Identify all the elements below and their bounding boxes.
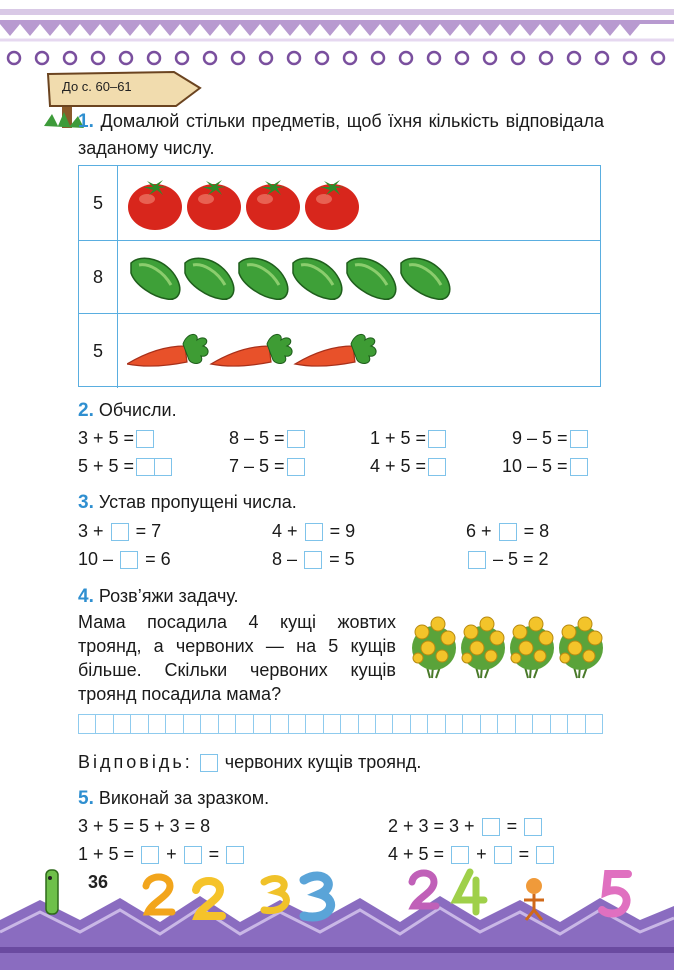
row-number: 5 <box>79 314 118 388</box>
answer-box[interactable] <box>499 523 517 541</box>
answer-box[interactable] <box>305 523 323 541</box>
task-2-heading <box>78 400 177 422</box>
task-1-text <box>78 108 604 161</box>
answer-box[interactable] <box>200 754 218 772</box>
task-3-number: 3. <box>78 492 94 513</box>
page-number: 36 <box>88 872 109 892</box>
table-row <box>79 166 600 241</box>
answer-box[interactable] <box>120 551 138 569</box>
equation: 2 + 3 = 3 + = <box>388 816 544 837</box>
task-1-number: 1. <box>78 111 94 132</box>
carrot-row <box>127 314 377 388</box>
answer-box[interactable] <box>136 430 154 448</box>
equation: 1 + 5 = + = <box>78 844 246 865</box>
answer-box[interactable] <box>304 551 322 569</box>
answer-box[interactable] <box>524 818 542 836</box>
equation: 4 + 5 = + = <box>388 844 556 865</box>
answer-box-double[interactable] <box>136 458 172 476</box>
answer-box[interactable] <box>570 458 588 476</box>
task-4-heading <box>78 586 239 608</box>
equation: 4 + = 9 <box>272 521 356 541</box>
digit-two-icon <box>146 877 172 912</box>
equation: 9 – 5 = <box>512 428 590 449</box>
equation: 1 + 5 = <box>370 428 448 449</box>
task-5-title: Виконай за зразком. <box>98 788 270 808</box>
answer-box[interactable] <box>287 458 305 476</box>
answer-label: Відповідь: <box>78 752 193 772</box>
answer-suffix: червоних кущів троянд. <box>224 752 422 772</box>
equation: – 5 = 2 <box>466 549 549 570</box>
task-5-number: 5. <box>78 788 94 809</box>
task-3-title: Устав пропущені числа. <box>98 492 297 512</box>
solution-cell-strip[interactable] <box>78 714 603 734</box>
task-4-title: Розв’яжи задачу. <box>98 586 239 606</box>
equation: 3 + 5 = <box>78 428 156 449</box>
task-4-problem: Мама посадила 4 кущі жовтих троянд, а червоних — на 5 кущів більше. Скільки червоних кущів троянд посадила мама? <box>78 612 396 704</box>
top-decorative-border <box>0 0 674 80</box>
answer-box[interactable] <box>111 523 129 541</box>
row-number: 5 <box>79 166 118 240</box>
row-number: 8 <box>79 241 118 313</box>
sign-label: До с. 60–61 <box>62 79 132 94</box>
task-1-table <box>78 165 601 387</box>
digit-one-icon <box>46 870 58 914</box>
table-row <box>79 314 600 388</box>
task-1-title: Домалюй стільки предметів, щоб їхня кількість відповідала заданому числу. <box>78 111 604 158</box>
digit-three-icon <box>304 876 331 917</box>
equation: 8 – 5 = <box>229 428 307 449</box>
answer-box[interactable] <box>428 430 446 448</box>
task-5-heading <box>78 788 269 810</box>
task-3-heading <box>78 492 297 514</box>
equation: 5 + 5 = <box>78 456 174 477</box>
cucumber-icon <box>127 249 451 305</box>
equation: 4 + 5 = <box>370 456 448 477</box>
cucumber-row <box>127 241 451 313</box>
answer-box[interactable] <box>428 458 446 476</box>
equation: 6 + = 8 <box>466 521 550 541</box>
task-2-number: 2. <box>78 400 94 421</box>
carrot-icon <box>127 326 377 376</box>
equation: 7 – 5 = <box>229 456 307 477</box>
answer-box[interactable] <box>570 430 588 448</box>
equation: 10 – 5 = <box>502 456 590 477</box>
tomato-row <box>127 166 363 240</box>
task-4-number: 4. <box>78 586 94 607</box>
equation: 3 + = 7 <box>78 521 162 541</box>
task-4-answer <box>78 752 421 773</box>
answer-box[interactable] <box>482 818 500 836</box>
equation: 8 – = 5 <box>272 549 355 569</box>
answer-box[interactable] <box>287 430 305 448</box>
digit-four-icon <box>456 872 484 912</box>
tomato-icon <box>127 173 363 233</box>
answer-box[interactable] <box>468 551 486 569</box>
equation: 10 – = 6 <box>78 549 171 569</box>
rose-bushes-illustration <box>410 608 606 680</box>
table-row <box>79 241 600 314</box>
example-equation: 3 + 5 = 5 + 3 = 8 <box>78 816 211 836</box>
task-2-title: Обчисли. <box>98 400 177 420</box>
